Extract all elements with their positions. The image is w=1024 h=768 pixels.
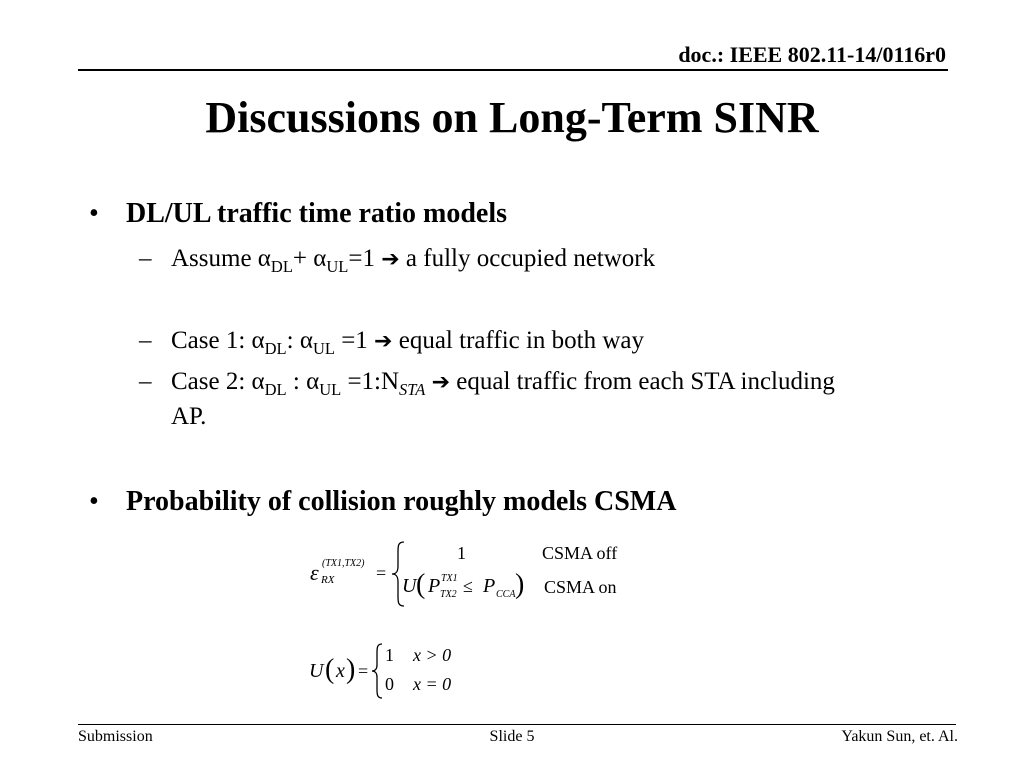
sub-item-continuation xyxy=(171,403,206,431)
function-u: U xyxy=(309,660,324,682)
document-id: doc.: IEEE 802.11-14/0116r0 xyxy=(678,42,946,67)
sub-text: Case 1: α xyxy=(171,327,265,354)
case-condition: x = 0 xyxy=(413,674,452,694)
right-arrow-icon: ➔ xyxy=(374,329,393,354)
equals-sign: = xyxy=(358,661,369,681)
footer-divider xyxy=(78,724,956,725)
function-u: U xyxy=(402,575,417,597)
variable-x: x xyxy=(336,660,345,682)
subscript: DL xyxy=(270,256,293,276)
close-paren: ) xyxy=(515,569,525,600)
subscript: STA xyxy=(399,379,426,399)
power-subscript: TX2 xyxy=(440,589,457,600)
case-value: 1 xyxy=(385,645,394,665)
left-brace-icon xyxy=(370,642,386,700)
sub-text: + α xyxy=(292,245,327,272)
sub-text: =1 xyxy=(348,245,375,272)
sub-text: : α xyxy=(286,368,320,395)
case-value: 0 xyxy=(385,674,394,694)
subscript: DL xyxy=(264,379,287,399)
sub-item xyxy=(139,368,961,399)
subscript: UL xyxy=(319,379,342,399)
case-label: CSMA on xyxy=(544,577,617,597)
sub-text: =1 xyxy=(334,327,368,354)
sub-dash: – xyxy=(139,245,152,272)
right-arrow-icon: ➔ xyxy=(381,247,400,272)
bullet-dot: • xyxy=(89,198,99,229)
epsilon-subscript: RX xyxy=(321,574,335,586)
subscript: UL xyxy=(312,338,335,358)
collision-lhs xyxy=(310,560,319,586)
equals-sign: = xyxy=(376,563,387,583)
power-superscript: TX1 xyxy=(441,573,458,584)
footer-author: Yakun Sun, et. Al. xyxy=(841,728,958,745)
leq-sign: ≤ xyxy=(463,576,473,596)
bullet-item xyxy=(89,198,508,230)
cca-subscript: CCA xyxy=(496,589,516,600)
close-paren: ) xyxy=(346,654,356,685)
case-label: CSMA off xyxy=(542,543,618,563)
power-symbol: P xyxy=(428,575,441,597)
bullet-text: DL/UL traffic time ratio models xyxy=(126,198,508,229)
bullet-text: Probability of collision roughly models CSMA xyxy=(126,486,677,517)
sub-item xyxy=(139,327,645,358)
epsilon-symbol: ε xyxy=(310,560,319,585)
subscript: UL xyxy=(326,256,349,276)
sub-dash: – xyxy=(139,368,152,395)
epsilon-superscript: (TX1,TX2) xyxy=(322,558,365,569)
footer-left: Submission xyxy=(78,728,153,745)
bullet-item xyxy=(89,486,677,518)
header-divider xyxy=(78,69,948,71)
sub-text: =1:N xyxy=(341,368,400,395)
sub-dash: – xyxy=(139,327,152,354)
power-symbol: P xyxy=(483,575,496,597)
right-arrow-icon: ➔ xyxy=(431,370,451,395)
subscript: DL xyxy=(264,338,287,358)
slide-number: Slide 5 xyxy=(489,728,535,745)
case-value: 1 xyxy=(457,543,466,563)
open-paren: ( xyxy=(325,654,335,685)
sub-text: equal traffic from each STA including xyxy=(456,368,835,395)
sub-text: Assume α xyxy=(171,245,271,272)
slide-title: Discussions on Long-Term SINR xyxy=(205,93,819,142)
bullet-dot: • xyxy=(89,486,99,517)
sub-text: : α xyxy=(286,327,313,354)
open-paren: ( xyxy=(416,569,426,600)
sub-item xyxy=(139,245,656,276)
sub-text: AP. xyxy=(171,403,207,430)
sub-text: Case 2: α xyxy=(171,368,265,395)
case-condition: x > 0 xyxy=(413,645,452,665)
sub-text: equal traffic in both way xyxy=(398,327,645,354)
sub-text: a fully occupied network xyxy=(405,245,656,272)
